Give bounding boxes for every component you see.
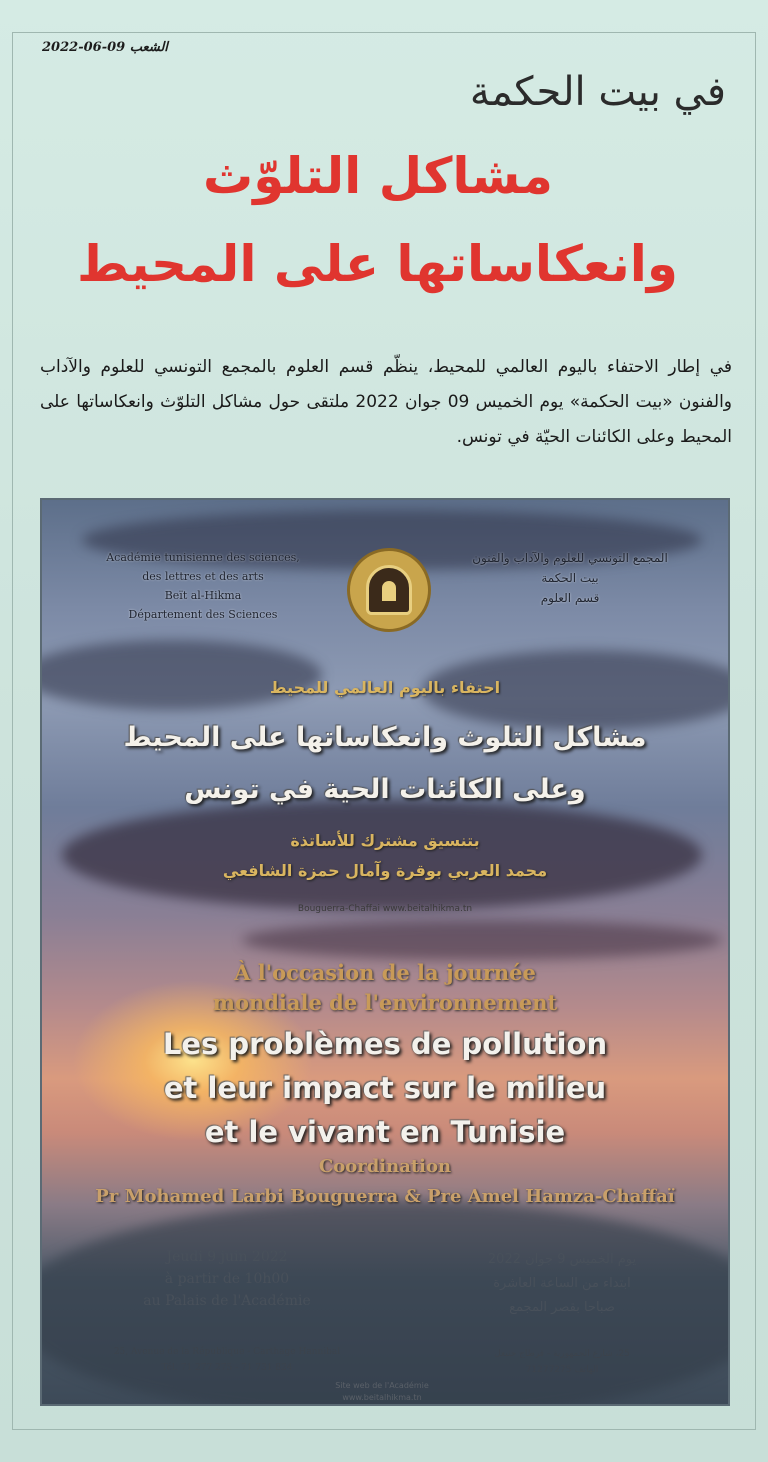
poster-arabic-title bbox=[42, 712, 728, 816]
addr-ar-line: 25، شارع الجمهورية - قرطاج حنبعل bbox=[494, 1349, 630, 1359]
org-ar-line: المجمع التونسي للعلوم والآداب والفنون bbox=[472, 551, 668, 565]
org-fr-line: des lettres et des arts bbox=[142, 570, 264, 583]
org-fr-line: Académie tunisienne des sciences, bbox=[106, 551, 300, 564]
fr-title-line: et leur impact sur le milieu bbox=[163, 1071, 607, 1105]
ar-coord-line: بتنسيق مشترك للأساتذة bbox=[290, 831, 480, 850]
headline-line-1: مشاكل التلوّث bbox=[202, 147, 554, 205]
addr-fr-line: 25, Avenue de la République - Carthage Hannibal bbox=[113, 1347, 341, 1357]
fr-occ-line: mondiale de l'environnement bbox=[212, 990, 558, 1015]
fr-title-line: et le vivant en Tunisie bbox=[204, 1115, 566, 1149]
ar-coord-line: محمد العربي بوقرة وآمال حمزة الشافعي bbox=[222, 861, 548, 880]
poster-french-title bbox=[42, 1022, 728, 1154]
poster-french-occasion bbox=[42, 958, 728, 1018]
date-fr-line: à partir de 10h00 bbox=[164, 1271, 290, 1287]
poster-arabic-occasion: احتفاء باليوم العالمي للمحيط bbox=[269, 678, 501, 697]
poster-small-link: Bouguerra-Chaffai www.beitalhikma.tn bbox=[297, 904, 473, 914]
cloud-shape bbox=[242, 920, 722, 960]
date-ar-line: صباحا بقصر المجمع bbox=[509, 1300, 615, 1315]
addr-fr-line: Tél. 71 277 275 - 71 731 824 bbox=[161, 1363, 293, 1373]
dateline: الشعب 09-06-2022 bbox=[42, 40, 168, 55]
cloud-shape bbox=[40, 640, 322, 710]
event-poster bbox=[40, 498, 730, 1406]
fr-occ-line: À l'occasion de la journée bbox=[234, 960, 536, 985]
poster-french-coordination bbox=[42, 1152, 728, 1212]
org-ar-line: بيت الحكمة bbox=[541, 571, 599, 585]
poster-date-arabic bbox=[442, 1248, 682, 1320]
headline-line-2: وانعكاساتها على المحيط bbox=[77, 235, 678, 293]
kicker: في بيت الحكمة bbox=[469, 69, 726, 115]
addr-ar-line: الهاتف 71277275 bbox=[525, 1365, 599, 1375]
org-ar-line: قسم العلوم bbox=[540, 591, 600, 605]
date-fr-line: au Palais de l'Académie bbox=[143, 1293, 311, 1309]
ar-title-line: وعلى الكائنات الحية في تونس bbox=[184, 774, 586, 805]
fr-coord-line: Pr Mohamed Larbi Bouguerra & Pre Amel Hamza-Chaffaï bbox=[95, 1186, 675, 1207]
poster-arabic-coordination bbox=[42, 826, 728, 886]
headline bbox=[78, 132, 678, 308]
org-fr-line: Département des Sciences bbox=[128, 608, 278, 621]
lead-paragraph: في إطار الاحتفاء باليوم العالمي للمحيط، ينظّم قسم العلوم بالمجمع التونسي للعلوم والآداب والفنون «بيت الحكمة» يوم الخميس 09 جوان 2022 ملتقى حول مشاكل التلوّث وانعكاساتها على المحيط وعلى الكائنات الحيّة في تونس. bbox=[40, 357, 733, 447]
date-ar-line: يوم الخميس 9 جوان 2022 bbox=[487, 1252, 637, 1267]
fr-title-line: Les problèmes de pollution bbox=[162, 1027, 608, 1061]
poster-address-french bbox=[82, 1344, 372, 1376]
date-fr-line: Jeudi 9 juin 2022 bbox=[166, 1249, 288, 1265]
poster-address-arabic bbox=[442, 1346, 682, 1378]
web-line: Site web de l'Académie bbox=[335, 1381, 429, 1390]
academy-emblem-icon bbox=[347, 548, 431, 632]
poster-website bbox=[282, 1380, 482, 1404]
ar-title-line: مشاكل التلوث وانعكاساتها على المحيط bbox=[123, 722, 647, 753]
poster-org-french bbox=[78, 548, 328, 624]
emblem-door-icon bbox=[366, 565, 412, 615]
org-fr-line: Beït al-Hikma bbox=[164, 589, 242, 602]
web-line: www.beitalhikma.tn bbox=[342, 1393, 422, 1402]
date-ar-line: ابتداء من الساعة العاشرة bbox=[493, 1276, 631, 1291]
poster-date-french bbox=[102, 1246, 352, 1312]
fr-coord-line: Coordination bbox=[318, 1156, 452, 1177]
emblem-arch-icon bbox=[382, 581, 396, 601]
poster-org-arabic bbox=[440, 548, 700, 608]
